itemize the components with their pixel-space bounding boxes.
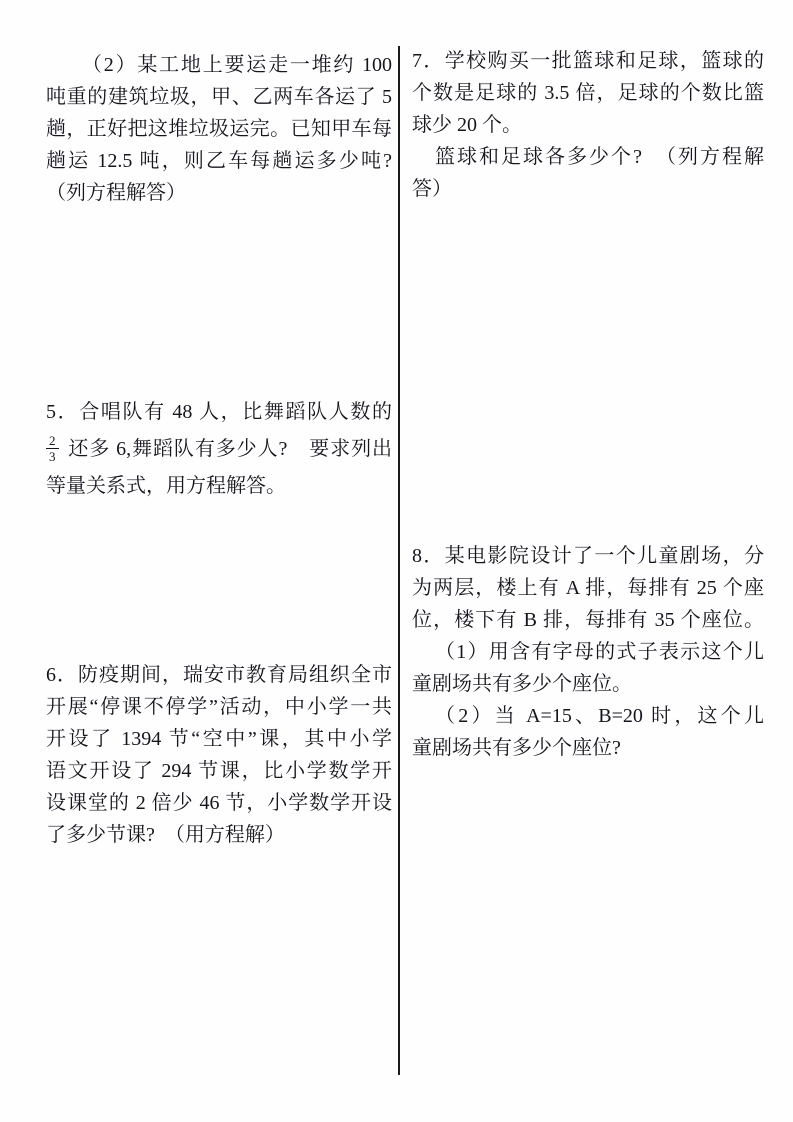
problem-7-line: 篮球和足球各多少个? （列方程解 <box>435 146 764 168</box>
fraction-two-thirds <box>46 433 59 464</box>
problem-5-line: 等量关系式，用方程解答。 <box>46 474 286 497</box>
problem-7-line: 个数是足球的 3.5 倍，足球的个数比篮 <box>412 82 764 104</box>
problem-6-block <box>46 659 392 851</box>
problem-7-line: 球少 20 个。 <box>412 114 522 136</box>
problem-7-block <box>412 45 764 205</box>
problem-2-line: （列方程解答） <box>46 182 186 204</box>
problem-7-line: 7．学校购买一批篮球和足球，篮球的 <box>412 50 764 72</box>
problem-6-line: 了多少节课? （用方程解） <box>46 824 285 846</box>
problem-2-line: 趟，正好把这堆垃圾运完。已知甲车每 <box>46 118 392 140</box>
problem-8-line: 为两层，楼上有 A 排，每排有 25 个座 <box>412 577 764 599</box>
problem-7-line: 答） <box>412 178 452 200</box>
problem-2-line: 趟运 12.5 吨，则乙车每趟运多少吨? <box>46 150 392 172</box>
problem-5-block <box>46 396 392 502</box>
problem-6-line: 开设了 1394 节“空中”课，其中小学 <box>46 728 392 750</box>
problem-8-line: （2）当 A=15、B=20 时，这个儿 <box>435 705 764 727</box>
problem-8-line: 8．某电影院设计了一个儿童剧场，分 <box>412 545 764 567</box>
problem-6-line: 设课堂的 2 倍少 46 节，小学数学开设 <box>46 792 392 814</box>
problem-2-block <box>46 49 392 209</box>
problem-2-line: 吨重的建筑垃圾，甲、乙两车各运了 5 <box>46 86 392 108</box>
problem-5-line-text: 还多 6,舞蹈队有多少人? 要求列出 <box>67 438 392 460</box>
problem-8-line: （1）用含有字母的式子表示这个儿 <box>435 641 764 663</box>
problem-6-line: 语文开设了 294 节课，比小学数学开 <box>46 760 392 782</box>
problem-6-line: 6．防疫期间，瑞安市教育局组织全市 <box>46 664 392 686</box>
column-divider-line <box>398 46 400 1075</box>
fraction-denominator: 3 <box>49 448 56 464</box>
problem-2-line: （2）某工地上要运走一堆约 100 <box>82 54 392 76</box>
problem-6-line: 开展“停课不停学”活动，中小学一共 <box>46 696 392 718</box>
problem-8-line: 童剧场共有多少个座位。 <box>412 673 632 695</box>
problem-8-block <box>412 540 764 764</box>
problem-8-line: 童剧场共有多少个座位? <box>412 737 621 759</box>
problem-5-line <box>46 428 392 470</box>
problem-8-line: 位，楼下有 B 排，每排有 35 个座位。 <box>412 609 764 631</box>
fraction-numerator: 2 <box>46 433 59 449</box>
problem-5-line: 5．合唱队有 48 人，比舞蹈队人数的 <box>46 401 392 423</box>
